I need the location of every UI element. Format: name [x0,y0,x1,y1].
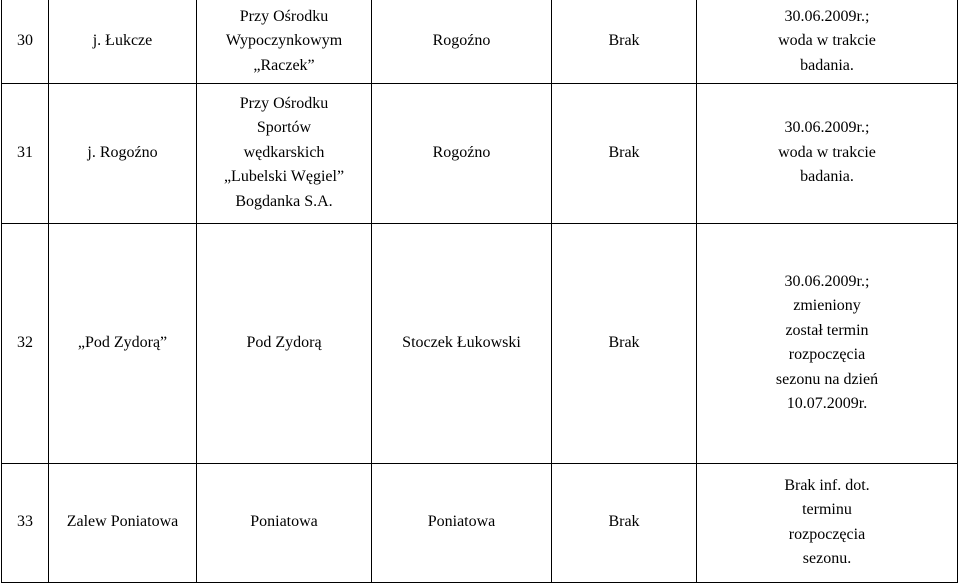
site-remarks [697,0,958,83]
site-name: j. Rogoźno [49,83,197,223]
site-place-line: „Raczek” [253,56,315,74]
site-remarks-line: 30.06.2009r.; [784,7,870,25]
site-remarks [697,223,958,463]
site-place [197,0,372,83]
site-municipality: Poniatowa [372,463,552,582]
bathing-sites-table [1,0,958,583]
site-place-line: Przy Ośrodku [239,7,329,25]
site-remarks-line: badania. [800,56,854,74]
site-status: Brak [552,0,697,83]
site-place-line: wędkarskich [243,143,325,161]
site-place-line: „Lubelski Węgiel” [223,168,345,186]
site-remarks [697,463,958,582]
site-municipality: Stoczek Łukowski [372,223,552,463]
site-remarks-line: rozpoczęcia [788,346,866,363]
site-name: Zalew Poniatowa [49,463,197,582]
table-row [2,0,958,83]
site-remarks-line: terminu [802,501,852,518]
site-status: Brak [552,83,697,223]
site-remarks-line: rozpoczęcia [788,525,866,543]
site-name: „Pod Zydorą” [49,223,197,463]
row-number: 33 [2,463,49,582]
site-remarks-line: badania. [800,168,854,186]
site-place [197,83,372,223]
site-remarks-line: woda w trakcie [778,143,876,161]
site-place-line: Poniatowa [250,513,318,531]
site-status: Brak [552,463,697,582]
site-remarks-line: 10.07.2009r. [786,395,868,412]
row-number: 31 [2,83,49,223]
site-remarks-line: sezonu. [802,550,852,567]
site-place [197,223,372,463]
site-remarks-line: zmieniony [793,297,861,314]
site-municipality: Rogoźno [372,83,552,223]
site-place-line: Sportów [256,119,312,137]
site-remarks-line: woda w trakcie [778,32,876,49]
table-row [2,463,958,582]
site-remarks-line: został termin [785,321,869,339]
site-remarks-line: Brak inf. dot. [784,476,870,494]
table-row [2,83,958,223]
site-place-line: Pod Zydorą [246,333,322,351]
site-place-line: Przy Ośrodku [239,94,329,112]
row-number: 32 [2,223,49,463]
site-remarks-line: 30.06.2009r.; [784,272,870,290]
site-remarks-line: sezonu na dzień [775,370,879,388]
row-number: 30 [2,0,49,83]
site-remarks-line: 30.06.2009r.; [784,119,870,137]
site-name: j. Łukcze [49,0,197,83]
site-status: Brak [552,223,697,463]
site-place-line: Wypoczynkowym [225,32,343,49]
site-municipality: Rogoźno [372,0,552,83]
site-place-line: Bogdanka S.A. [235,192,333,210]
site-place [197,463,372,582]
site-remarks [697,83,958,223]
table-row [2,223,958,463]
